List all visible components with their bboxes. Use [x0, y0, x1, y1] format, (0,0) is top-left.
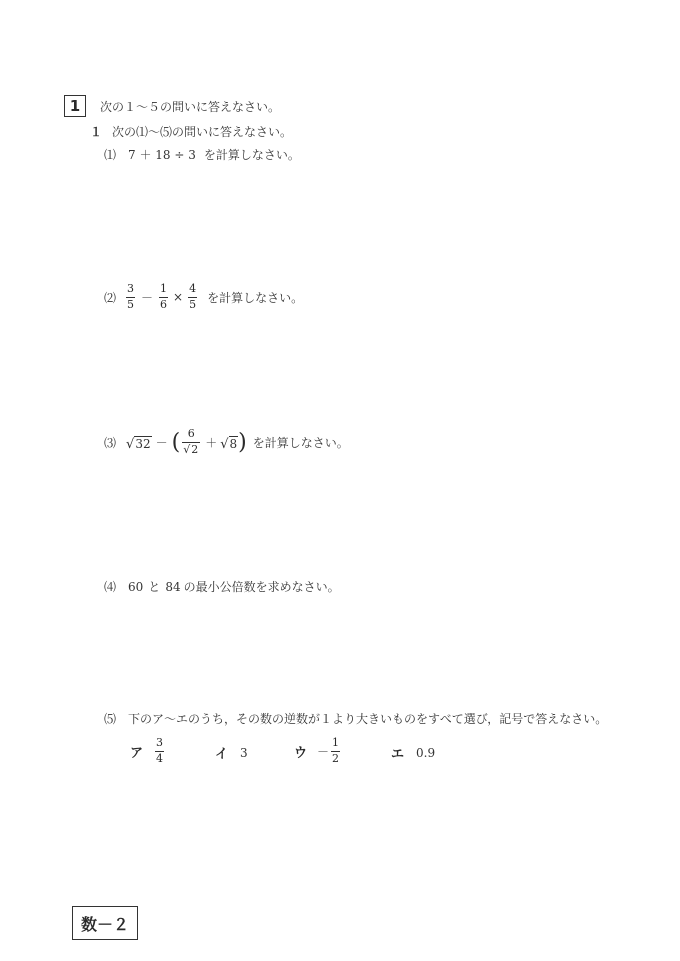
number: 84	[165, 579, 181, 594]
choice-e	[391, 743, 435, 762]
choice-u	[294, 737, 342, 765]
fraction	[182, 428, 200, 456]
page-number-label: 数－２	[80, 914, 129, 934]
choice-label: エ	[391, 747, 405, 762]
right-paren: )	[238, 429, 247, 455]
square-root: √2	[183, 442, 199, 456]
fraction-numerator: 3	[127, 282, 135, 295]
fraction-numerator: 1	[160, 282, 168, 295]
square-root: √32	[126, 436, 151, 452]
subquestion-label: ⑶	[104, 435, 117, 450]
choice-a	[130, 737, 166, 765]
fraction-denominator: 5	[189, 297, 197, 311]
choice-i	[215, 743, 248, 762]
square-root: √8	[220, 436, 238, 452]
subquestion-5	[104, 710, 607, 727]
section-number-box	[64, 95, 86, 117]
section-number: 1	[69, 97, 81, 115]
radicand: 2	[191, 442, 199, 456]
minus-sign: －	[141, 290, 154, 305]
fraction	[331, 737, 340, 765]
radicand: 32	[135, 436, 151, 451]
fraction-denominator: 5	[127, 297, 135, 311]
fraction-numerator: 6	[187, 427, 195, 440]
fraction-numerator: 1	[332, 736, 340, 749]
plus-sign: ＋	[205, 435, 218, 450]
subquestion-instruction: を計算しなさい。	[207, 290, 304, 305]
subquestion-label: ⑷	[104, 580, 117, 594]
subquestion-instruction: を計算しなさい。	[252, 435, 349, 450]
fraction	[159, 283, 168, 311]
subquestion-1	[104, 146, 300, 163]
subquestion-instruction: を計算しなさい。	[203, 148, 300, 162]
subquestion-4	[104, 578, 340, 595]
minus-sign: －	[155, 435, 168, 450]
subquestion-2	[104, 283, 303, 311]
page-number-badge	[72, 906, 138, 940]
question-instruction: 次の⑴～⑸の問いに答えなさい。	[112, 125, 293, 139]
fraction-numerator: 3	[156, 736, 164, 749]
minus-sign: －	[317, 744, 330, 759]
choice-label: ウ	[294, 745, 308, 761]
subquestion-label: ⑸	[104, 712, 117, 726]
fraction-denominator: 4	[156, 751, 164, 765]
fraction-denominator	[182, 442, 200, 457]
expression: 7 ＋ 18 ÷ 3	[128, 148, 196, 162]
left-paren: (	[171, 429, 181, 455]
fraction-denominator: 6	[160, 297, 168, 311]
subquestion-3	[104, 428, 349, 456]
fraction-denominator: 2	[332, 751, 340, 765]
choice-value: 0.9	[416, 745, 436, 760]
section-instruction: 次の１～５の問いに答えなさい。	[100, 100, 281, 114]
radicand: 8	[229, 436, 238, 451]
choice-value: 3	[240, 745, 248, 760]
subquestion-label: ⑵	[104, 290, 117, 305]
number: 60	[128, 579, 144, 594]
question-number: １	[90, 125, 103, 139]
choice-label: イ	[215, 747, 229, 762]
fraction	[155, 737, 164, 765]
subquestion-instruction: 下のア～エのうち，その数の逆数が１より大きいものをすべて選び，記号で答えなさい。	[128, 712, 608, 726]
fraction	[188, 283, 197, 311]
subquestion-instruction: の最小公倍数を求めなさい。	[183, 580, 340, 594]
times-sign: ×	[173, 290, 184, 305]
fraction-numerator: 4	[189, 282, 197, 295]
fraction	[126, 283, 135, 311]
subquestion-label: ⑴	[104, 148, 117, 162]
choice-label: ア	[130, 745, 144, 761]
connector-text: と	[148, 580, 161, 594]
